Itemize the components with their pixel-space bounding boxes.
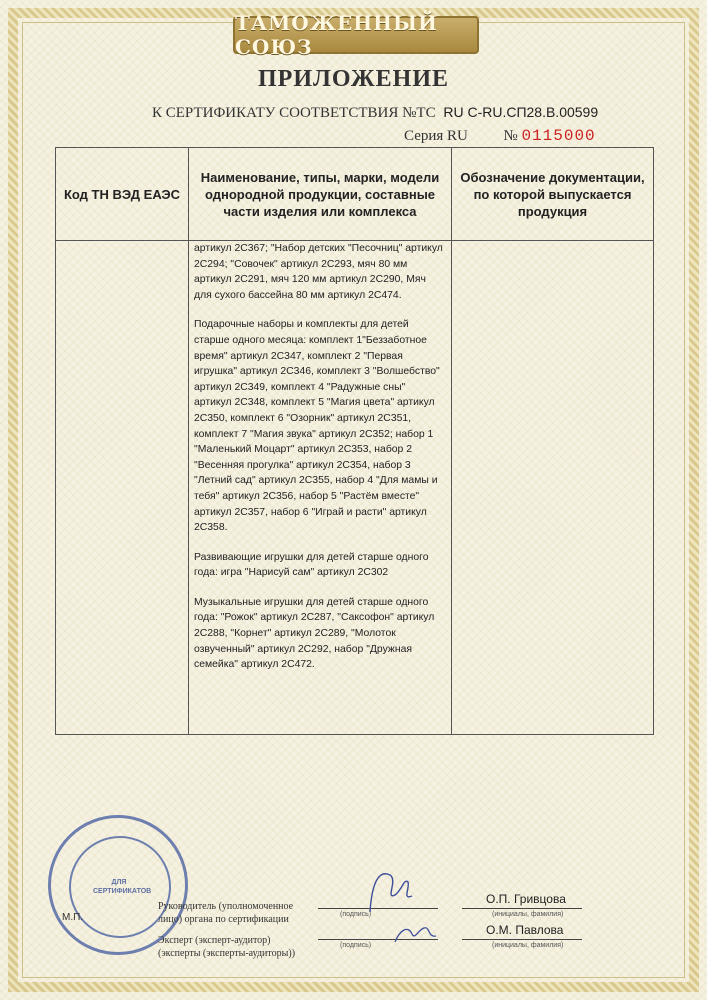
header-documentation: Обозначение документации, по которой выпускается продукция [452,148,654,241]
header-tnved-code: Код ТН ВЭД ЕАЭС [56,148,189,241]
expert-sign-hint: (подпись) [340,942,372,949]
seal-center-text: ДЛЯ СЕРТИФИКАТОВ [93,879,152,895]
tnved-code-cell [56,241,189,735]
product-paragraph: Музыкальные игрушки для детей старше одного года: "Рожок" артикул 2С287, "Саксофон" артикул 2С288, "Корнет" артикул 2С289, "Молоток озвученный" артикул 2С292, набор "Дружная семейка" артикул 2С472. [194,596,435,671]
head-label-line2: лицо) органа по сертификации [158,914,289,925]
product-paragraph: Подарочные наборы и комплекты для детей старше одного месяца: комплект 1"Беззаботное время" артикул 2С347, комплект 2 "Первая игрушка" артикул 2С346, комплект 3 "Волшебство" артикул 2С349, комплект 4 "Радужные сны" артикул 2С348, комплект 5 "Магия цвета" артикул 2С350, комплект 6 "Озорник" артикул 2С351, комплект 7 "Магия звука" артикул 2С352; набор 1 "Маленький Моцарт" артикул 2С353, набор 2 "Весенняя прогулка" артикул 2С354, набор 3 "Летний сад" артикул 2С355, набор 4 "Для мамы и тебя" артикул 2С356, набор 5 "Растём вместе" артикул 2С357, набор 6 "Играй и расти" артикул 2С358. [194,319,440,534]
product-paragraph: Развивающие игрушки для детей старше одного года: игра "Нарисуй сам" артикул 2С302 [194,551,429,579]
products-table [55,147,654,735]
page-title: ПРИЛОЖЕНИЕ [257,66,450,92]
footer-print-line [150,985,560,991]
tc-sign: №ТС [402,105,436,121]
series-line [404,127,596,145]
form-number: 0115000 [521,127,596,145]
series-label: Серия [404,128,444,144]
documentation-cell [452,241,654,735]
expert-label-line2: (эксперты (эксперты-аудиторы)) [158,948,296,959]
head-label-line1: Руководитель (уполномоченное [158,901,294,912]
head-name-hint: (инициалы, фамилия) [492,911,564,918]
table-header-row [56,148,654,241]
certificate-label: К СЕРТИФИКАТУ СООТВЕТСТВИЯ [152,105,399,121]
series-value: RU [447,128,468,144]
banner-text: ТАМОЖЕННЫЙ СОЮЗ [235,11,438,59]
certificate-number: RU C-RU.СП28.В.00599 [443,104,599,120]
head-name: О.П. Гривцова [486,892,566,906]
table-row [56,241,654,735]
header-product-name: Наименование, типы, марки, модели однородной продукции, составные части изделия или комплекса [189,148,452,241]
expert-label-line1: Эксперт (эксперт-аудитор) [158,935,271,946]
head-sign-hint: (подпись) [340,911,372,918]
product-description-cell [189,241,452,735]
number-sign: № [503,128,518,144]
stamp-place-label: М.П. [62,912,84,923]
expert-name-hint: (инициалы, фамилия) [492,942,564,949]
certification-body-seal [48,815,188,955]
customs-union-banner [233,11,479,59]
product-paragraph: артикул 2С367; "Набор детских "Песочниц" артикул 2С294; "Совочек" артикул 2С293, мяч 80 мм артикул 2С291, мяч 120 мм артикул 2С290, Мяч для сухого бассейна 80 мм артикул 2С474. [194,243,443,301]
expert-name: О.М. Павлова [486,923,564,937]
certificate-line [152,104,598,122]
